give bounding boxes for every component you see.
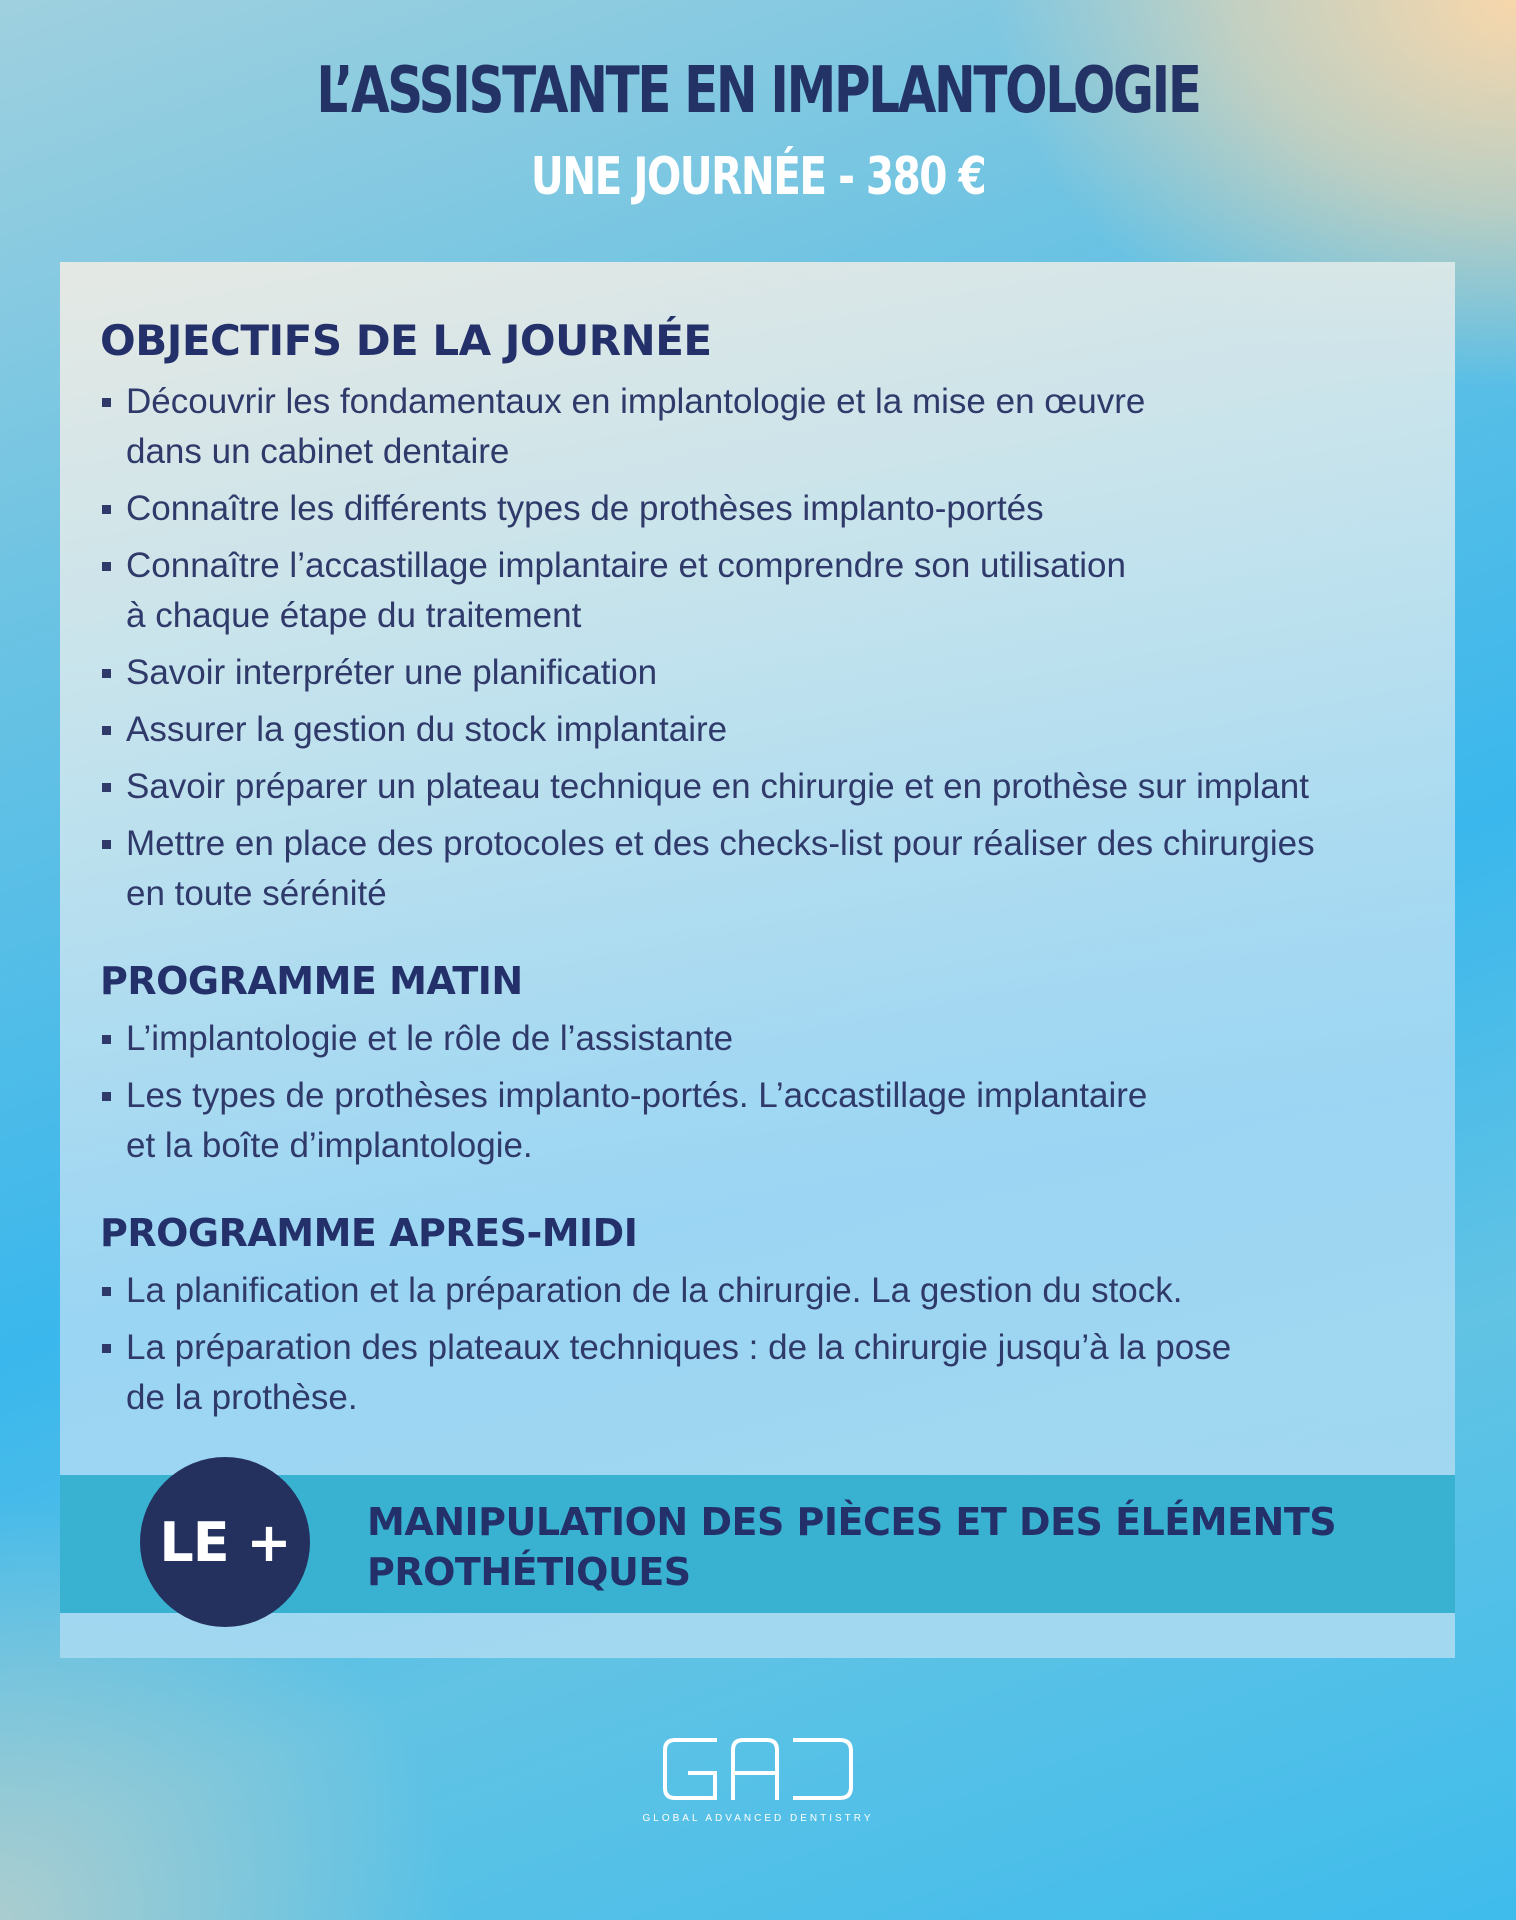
list-item <box>100 1323 1430 1423</box>
list-item-text: Assurer la gestion du stock implantaire <box>126 710 728 749</box>
bullet-icon <box>102 505 111 514</box>
list-item-text: dans un cabinet dentaire <box>126 432 510 471</box>
list-item-text: Connaître l’accastillage implantaire et comprendre son utilisation <box>126 546 1126 585</box>
list-item <box>100 377 1430 477</box>
list-item <box>100 819 1430 919</box>
list-item <box>100 1071 1430 1171</box>
card-content <box>100 312 1430 1423</box>
list-item-text: Savoir interpréter une planification <box>126 653 658 692</box>
page-header <box>0 48 1516 220</box>
list-item-text: Découvrir les fondamentaux en implantologie et la mise en œuvre <box>126 382 1146 421</box>
list-item-text: Savoir préparer un plateau technique en chirurgie et en prothèse sur implant <box>126 767 1309 806</box>
bullet-icon <box>102 1287 111 1296</box>
highlight-text <box>367 1497 1417 1597</box>
highlight-band <box>60 1475 1455 1613</box>
highlight-line-2: PROTHÉTIQUES <box>367 1550 691 1594</box>
list-item-text: à chaque étape du traitement <box>126 596 582 635</box>
bullet-icon <box>102 398 111 407</box>
logo-caption: GLOBAL ADVANCED DENTISTRY <box>642 1813 874 1824</box>
list-item <box>100 541 1430 641</box>
bullet-icon <box>102 783 111 792</box>
bullet-icon <box>102 1344 111 1353</box>
page-subtitle: UNE JOURNÉE - 380 € <box>530 147 986 207</box>
programme-matin-heading: PROGRAMME MATIN <box>100 959 523 1003</box>
page-title: L’ASSISTANTE EN IMPLANTOLOGIE <box>316 54 1200 128</box>
bullet-icon <box>102 669 111 678</box>
le-plus-badge <box>140 1457 310 1627</box>
programme-matin-list <box>100 1014 1430 1171</box>
content-card <box>60 262 1455 1658</box>
programme-apres-midi-heading: PROGRAMME APRES-MIDI <box>100 1211 638 1255</box>
highlight-line-1: MANIPULATION DES PIÈCES ET DES ÉLÉMENTS <box>367 1500 1337 1544</box>
list-item-text: et la boîte d’implantologie. <box>126 1126 533 1165</box>
list-item-text: L’implantologie et le rôle de l’assistante <box>126 1019 734 1058</box>
list-item <box>100 705 1430 755</box>
list-item-text: Mettre en place des protocoles et des checks-list pour réaliser des chirurgies <box>126 824 1315 863</box>
list-item-text: de la prothèse. <box>126 1378 358 1417</box>
list-item-text: Les types de prothèses implanto-portés. L’accastillage implantaire <box>126 1076 1148 1115</box>
list-item-text: Connaître les différents types de prothèses implanto-portés <box>126 489 1044 528</box>
bullet-icon <box>102 726 111 735</box>
objectifs-list <box>100 377 1430 919</box>
list-item <box>100 762 1430 812</box>
list-item <box>100 1014 1430 1064</box>
list-item-text: La préparation des plateaux techniques : de la chirurgie jusqu’à la pose <box>126 1328 1232 1367</box>
bullet-icon <box>102 840 111 849</box>
programme-apres-midi-list <box>100 1266 1430 1423</box>
list-item-text: La planification et la préparation de la chirurgie. La gestion du stock. <box>126 1271 1183 1310</box>
list-item-text: en toute sérénité <box>126 874 387 913</box>
list-item <box>100 648 1430 698</box>
le-plus-label: LE + <box>159 1510 291 1574</box>
bullet-icon <box>102 1035 111 1044</box>
objectifs-heading: OBJECTIFS DE LA JOURNÉE <box>100 316 712 365</box>
bullet-icon <box>102 562 111 571</box>
list-item <box>100 484 1430 534</box>
bullet-icon <box>102 1092 111 1101</box>
list-item <box>100 1266 1430 1316</box>
